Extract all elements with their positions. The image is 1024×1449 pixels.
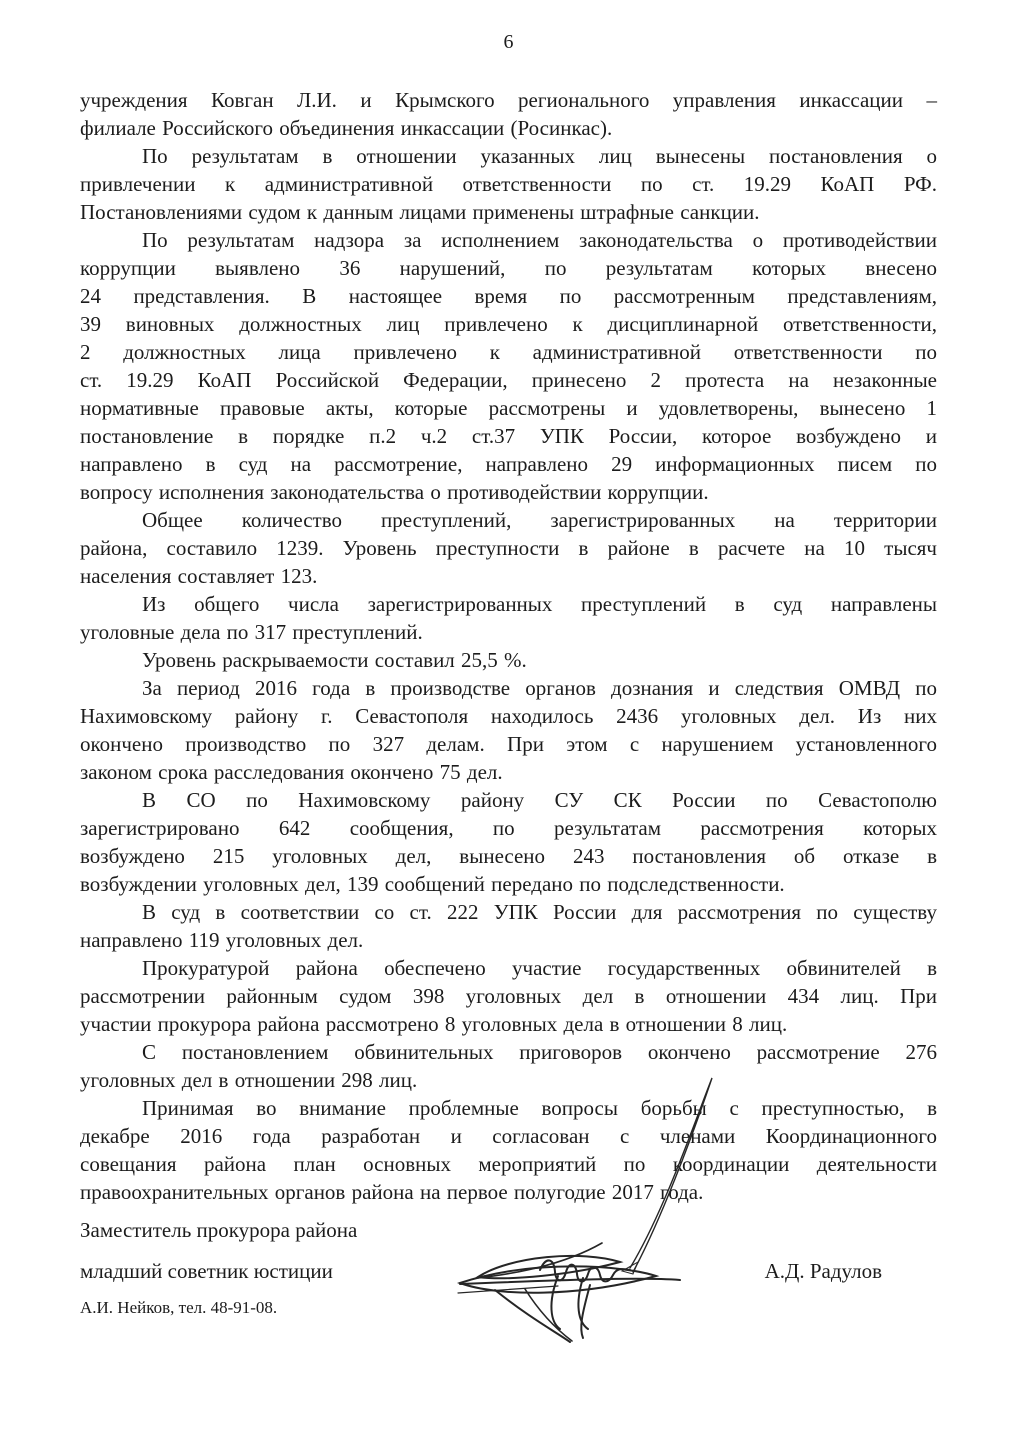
text-line: постановление в порядке п.2 ч.2 ст.37 УПК России, которое возбуждено и — [80, 424, 937, 448]
text-line: Нахимовскому району г. Севастополя находилось 2436 уголовных дел. Из них — [80, 704, 937, 728]
text-line: населения составляет 123. — [80, 564, 318, 588]
signer-name: А.Д. Радулов — [764, 1259, 882, 1283]
page-number: 6 — [503, 31, 514, 53]
text-line: С постановлением обвинительных приговоров окончено рассмотрение 276 — [142, 1040, 937, 1064]
text-line: привлечении к административной ответственности по ст. 19.29 КоАП РФ. — [80, 172, 937, 196]
text-line: коррупции выявлено 36 нарушений, по результатам которых внесено — [80, 256, 937, 280]
text-line: зарегистрировано 642 сообщения, по результатам рассмотрения которых — [80, 816, 937, 840]
text-line: ст. 19.29 КоАП Российской Федерации, принесено 2 протеста на незаконные — [80, 368, 937, 392]
text-line: декабре 2016 года разработан и согласован с членами Координационного — [80, 1124, 937, 1148]
text-line: Уровень раскрываемости составил 25,5 %. — [142, 648, 527, 672]
text-line: района, составило 1239. Уровень преступности в районе в расчете на 10 тысяч — [80, 536, 937, 560]
text-line: законом срока расследования окончено 75 дел. — [80, 760, 503, 784]
text-line: 2 должностных лица привлечено к административной ответственности по — [80, 340, 937, 364]
text-line: направлено в суд на рассмотрение, направлено 29 информационных писем по — [80, 452, 937, 476]
text-line: совещания района план основных мероприятий по координации деятельности — [80, 1152, 937, 1176]
text-line: В СО по Нахимовскому району СУ СК России по Севастополю — [142, 788, 937, 812]
signer-position-line2: младший советник юстиции — [80, 1259, 333, 1283]
text-line: 39 виновных должностных лиц привлечено к дисциплинарной ответственности, — [80, 312, 937, 336]
text-line: учреждения Ковган Л.И. и Крымского регионального управления инкассации – — [80, 88, 937, 112]
signer-row — [80, 1257, 937, 1285]
text-line: нормативные правовые акты, которые рассмотрены и удовлетворены, вынесено 1 — [80, 396, 937, 420]
text-line: За период 2016 года в производстве органов дознания и следствия ОМВД по — [142, 676, 937, 700]
text-line: Из общего числа зарегистрированных преступлений в суд направлены — [142, 592, 937, 616]
text-line: филиале Российского объединения инкассации (Росинкас). — [80, 116, 613, 140]
text-line: Постановлениями судом к данным лицами применены штрафные санкции. — [80, 200, 760, 224]
text-line: окончено производство по 327 делам. При этом с нарушением установленного — [80, 732, 937, 756]
text-line: правоохранительных органов района на первое полугодие 2017 года. — [80, 1180, 704, 1204]
text-line: рассмотрении районным судом 398 уголовных дел в отношении 434 лиц. При — [80, 984, 937, 1008]
text-line: уголовные дела по 317 преступлений. — [80, 620, 423, 644]
text-line: направлено 119 уголовных дел. — [80, 928, 364, 952]
text-line: участии прокурора района рассмотрено 8 уголовных дела в отношении 8 лиц. — [80, 1012, 788, 1036]
text-line: уголовных дел в отношении 298 лиц. — [80, 1068, 418, 1092]
text-line: возбуждено 215 уголовных дел, вынесено 243 постановления об отказе в — [80, 844, 937, 868]
signer-position-line1: Заместитель прокурора района — [80, 1218, 358, 1242]
text-line: По результатам надзора за исполнением законодательства о противодействии — [142, 228, 937, 252]
text-line: возбуждении уголовных дел, 139 сообщений передано по подследственности. — [80, 872, 785, 896]
text-line: Принимая во внимание проблемные вопросы борьбы с преступностью, в — [142, 1096, 937, 1120]
text-line: Прокуратурой района обеспечено участие государственных обвинителей в — [142, 956, 937, 980]
text-line: 24 представления. В настоящее время по рассмотренным представлениям, — [80, 284, 937, 308]
document-body — [80, 86, 937, 1206]
text-line: вопросу исполнения законодательства о противодействии коррупции. — [80, 480, 709, 504]
text-line: Общее количество преступлений, зарегистрированных на территории — [142, 508, 937, 532]
signature-block — [80, 1216, 937, 1319]
executor-contact: А.И. Нейков, тел. 48-91-08. — [80, 1298, 278, 1317]
text-line: По результатам в отношении указанных лиц вынесены постановления о — [142, 144, 937, 168]
text-line: В суд в соответствии со ст. 222 УПК России для рассмотрения по существу — [142, 900, 937, 924]
